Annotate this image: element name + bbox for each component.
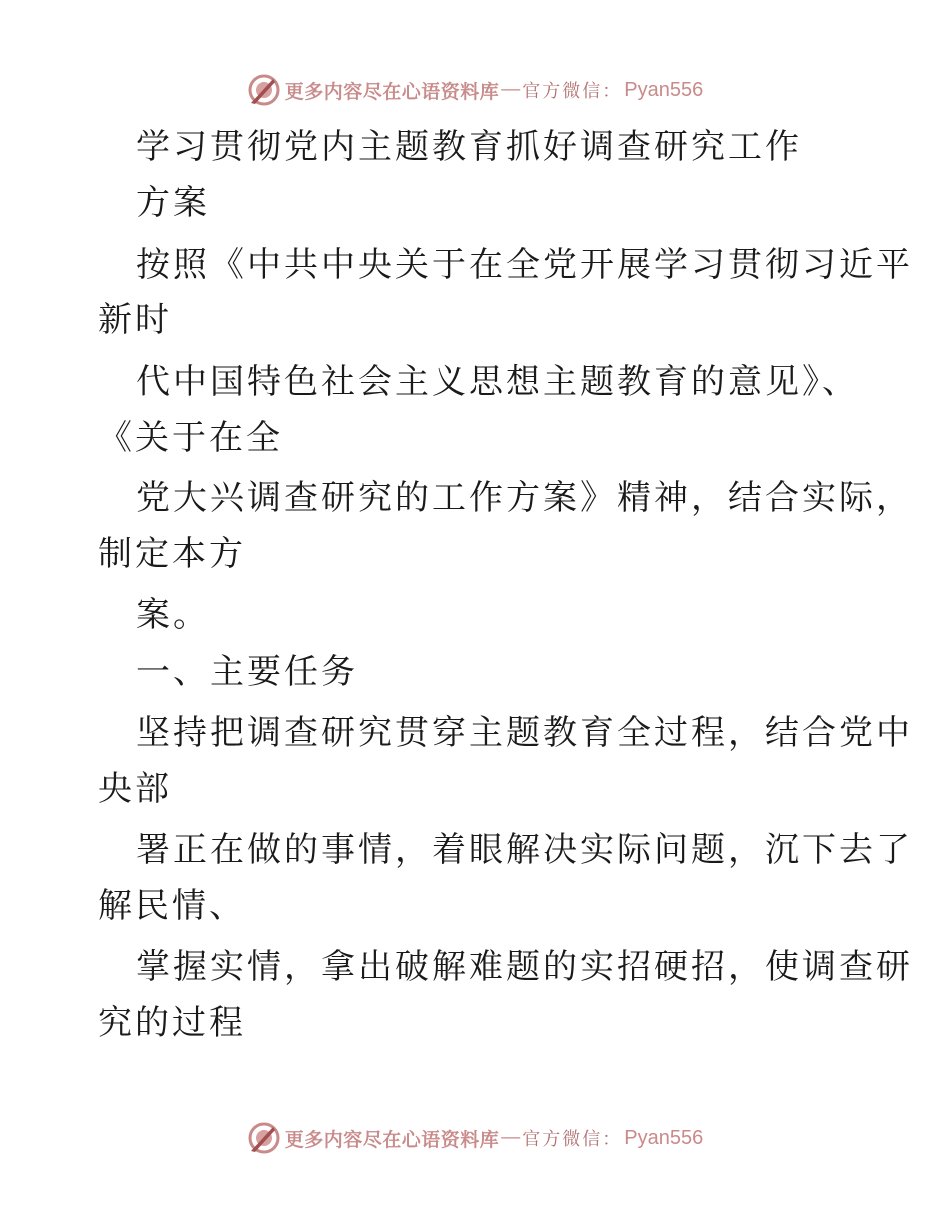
paragraph-line: 代中国特色社会主义思想主题教育的意见》、 bbox=[136, 362, 859, 402]
paragraph-line: 《关于在全 bbox=[98, 418, 283, 458]
watermark-dash: — bbox=[501, 79, 521, 100]
quill-logo-icon bbox=[247, 73, 281, 107]
footer-watermark bbox=[0, 1118, 950, 1158]
paragraph-line: 掌握实情，拿出破解难题的实招硬招，使调查研 bbox=[136, 947, 913, 987]
watermark-id-text: Pyan556 bbox=[624, 78, 704, 101]
paragraph-line: 署正在做的事情，着眼解决实际问题，沉下去了 bbox=[136, 830, 913, 870]
paragraph-line: 坚持把调查研究贯穿主题教育全过程，结合党中 bbox=[136, 713, 913, 753]
paragraph-line: 新时 bbox=[98, 300, 172, 340]
watermark-id-text: Pyan556 bbox=[624, 1126, 704, 1149]
watermark-main-text: 更多内容尽在心语资料库 bbox=[284, 1128, 500, 1151]
watermark-sub-text: 官方微信： bbox=[522, 1129, 623, 1150]
quill-logo-icon bbox=[247, 1121, 281, 1155]
watermark-dash: — bbox=[501, 1127, 521, 1148]
watermark-main-text: 更多内容尽在心语资料库 bbox=[284, 80, 500, 103]
paragraph-line: 究的过程 bbox=[98, 1003, 246, 1043]
paragraph-line: 制定本方 bbox=[98, 534, 246, 574]
section-heading: 一、主要任务 bbox=[136, 652, 358, 692]
paragraph-line: 按照《中共中央关于在全党开展学习贯彻习近平 bbox=[136, 245, 913, 285]
paragraph-line: 党大兴调查研究的工作方案》精神，结合实际， bbox=[136, 478, 913, 518]
watermark-sub-text: 官方微信： bbox=[522, 81, 623, 102]
paragraph-line: 央部 bbox=[98, 769, 172, 809]
document-title-line-2: 方案 bbox=[136, 183, 210, 223]
document-title-line-1: 学习贯彻党内主题教育抓好调查研究工作 bbox=[136, 127, 802, 167]
paragraph-line: 案。 bbox=[136, 595, 210, 635]
header-watermark bbox=[0, 70, 950, 110]
paragraph-line: 解民情、 bbox=[98, 886, 246, 926]
